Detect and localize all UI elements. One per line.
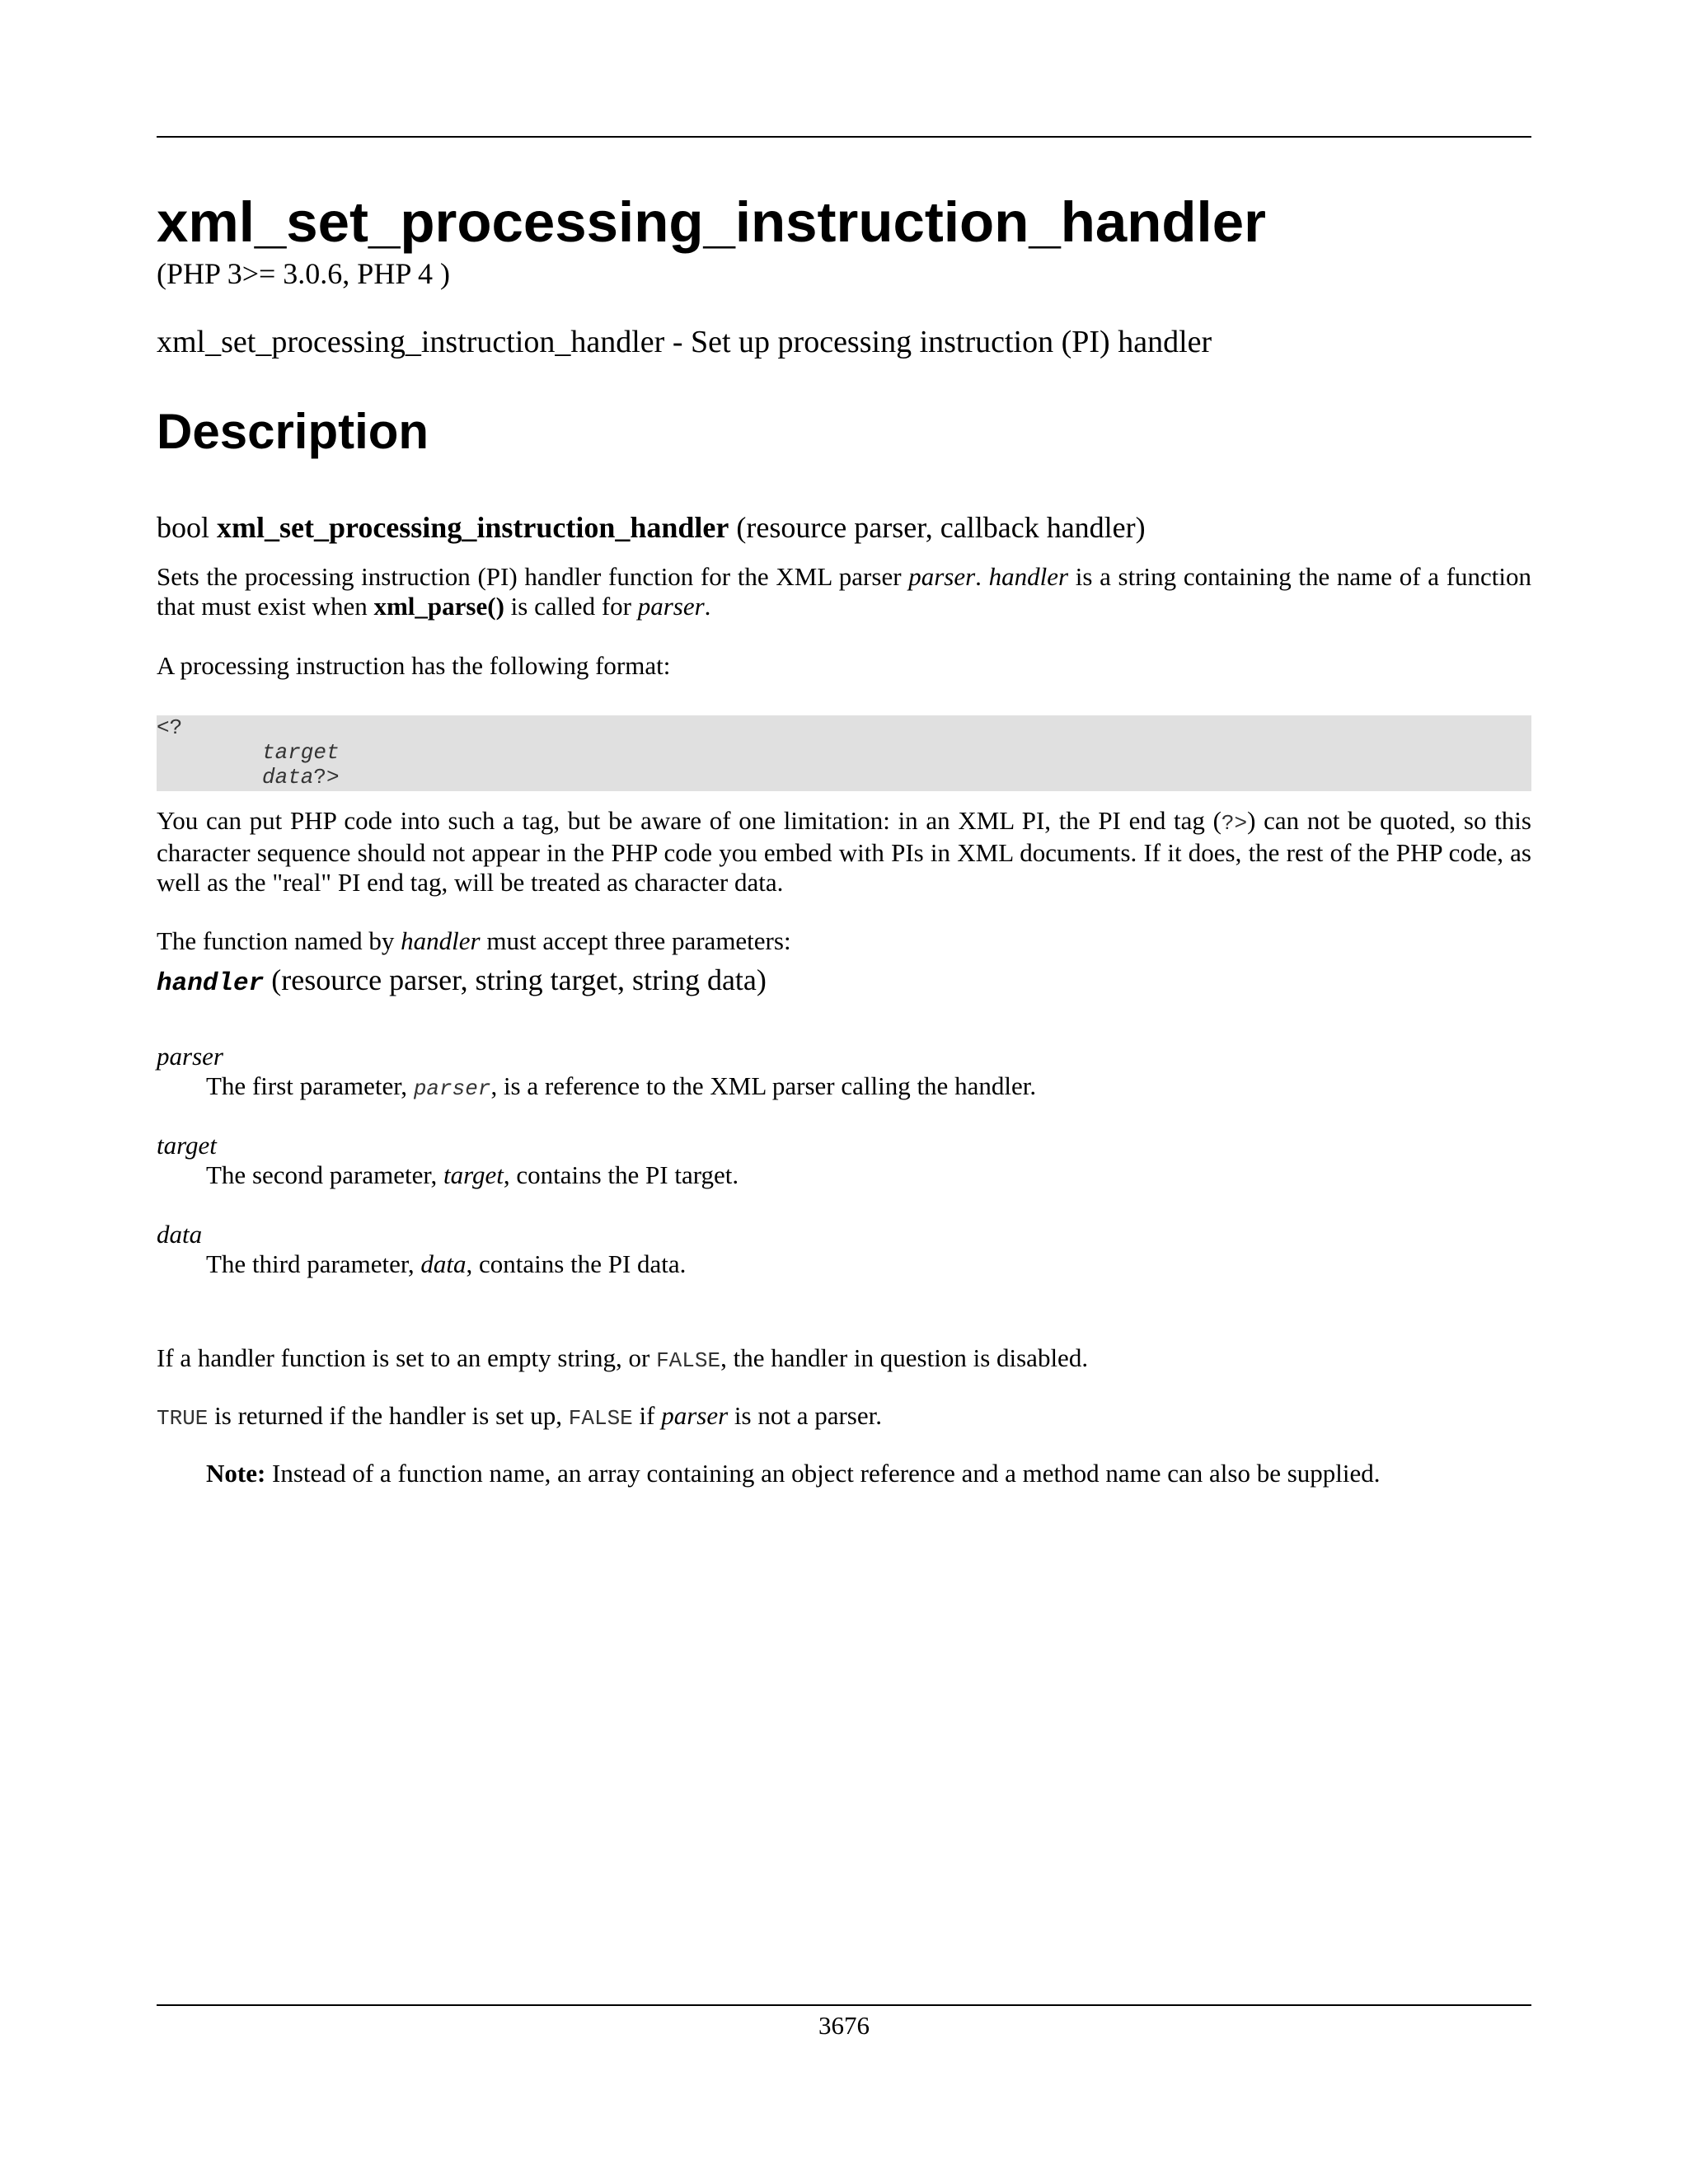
paragraph-return: TRUE is returned if the handler is set up, FALSE if parser is not a parser. <box>157 1401 882 1431</box>
param-def: The first parameter, parser, is a reference to the XML parser calling the handler. <box>206 1071 1037 1101</box>
function-name: xml_set_processing_instruction_handler <box>217 511 729 544</box>
param-term: data <box>157 1220 203 1249</box>
footer-rule <box>157 2004 1531 2006</box>
paragraph-limitation: You can put PHP code into such a tag, but be aware of one limitation: in an XML PI, the PI end tag (?>) can not be quoted, so this character sequence should not appear in the PHP code you embed with PIs in XML documents. If it does, the rest of the PHP code, as well as the "real" PI end tag, will be treated as character data. <box>157 806 1531 897</box>
paragraph-intro: Sets the processing instruction (PI) handler function for the XML parser parser. handler is a string containing the name of a function that must exist when xml_parse() is called for parser. <box>157 562 1532 621</box>
function-params: (resource parser, callback handler) <box>736 511 1146 544</box>
header-rule <box>157 136 1531 138</box>
section-heading: Description <box>157 404 429 459</box>
param-def: The third parameter, data, contains the PI data. <box>206 1249 687 1278</box>
note-text: Instead of a function name, an array containing an object reference and a method name can also be supplied. <box>265 1459 1381 1488</box>
page-number: 3676 <box>818 2011 870 2040</box>
paragraph-format: A processing instruction has the following format: <box>157 651 671 680</box>
code-line: <? <box>157 715 183 740</box>
param-def: The second parameter, target, contains the PI target. <box>206 1160 739 1189</box>
document-page <box>157 0 1531 2184</box>
code-line: data?> <box>262 765 340 790</box>
availability: (PHP 3>= 3.0.6, PHP 4 ) <box>157 257 450 290</box>
refpurpose: xml_set_processing_instruction_handler - Set up processing instruction (PI) handler <box>157 325 1212 359</box>
code-block <box>157 715 1531 791</box>
note-label: Note: <box>206 1459 266 1488</box>
page-title: xml_set_processing_instruction_handler <box>157 190 1266 254</box>
handler-params: (resource parser, string target, string data) <box>264 963 767 996</box>
handler-synopsis <box>157 963 767 1001</box>
paragraph-disable: If a handler function is set to an empty string, or FALSE, the handler in question is disabled. <box>157 1343 1089 1373</box>
param-term: parser <box>157 1042 223 1071</box>
code-line: target <box>262 740 340 765</box>
function-synopsis <box>157 509 1146 546</box>
paragraph-handler: The function named by handler must accept three parameters: <box>157 926 791 955</box>
param-term: target <box>157 1131 217 1160</box>
handler-name: handler <box>157 969 265 998</box>
note <box>206 1459 1381 1488</box>
return-type: bool <box>157 511 210 544</box>
